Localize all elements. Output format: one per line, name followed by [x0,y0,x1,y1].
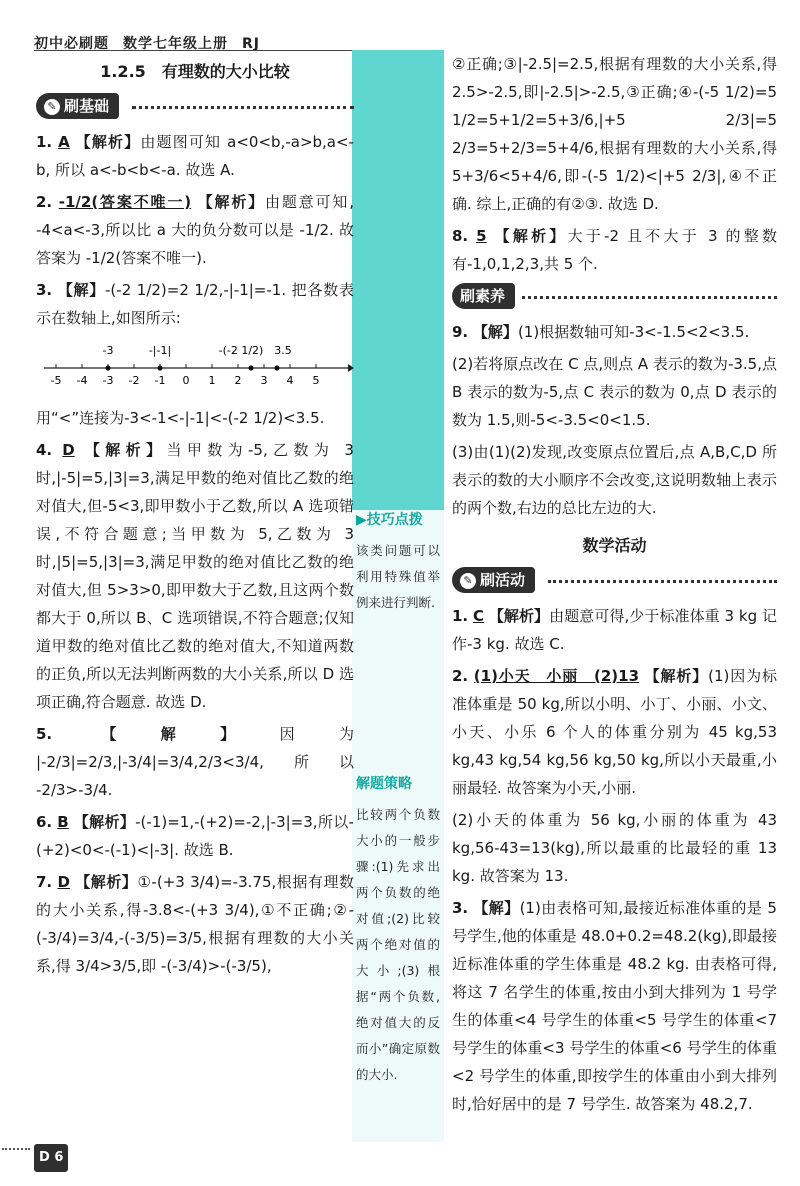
answer-text: 由题意可知, -4<a<-3,所以比 a 大的负分数可以是 -1/2. 故答案为 -1/2(答案不唯一). [36,193,354,267]
number-line-tick-label: 0 [182,374,190,387]
banner-label: 刷素养 [460,287,506,305]
page-header [34,30,260,58]
answer-q7 [36,868,354,980]
answer-choice: -1/2(答案不唯一) [58,193,192,211]
answer-choice: B [57,813,69,831]
banner-dots [522,296,777,299]
number-line-point-label: -|-1| [148,344,172,357]
analysis-tag: 【解析】 [488,607,550,625]
banner-dots [548,580,777,583]
answer-q6 [36,808,354,864]
question-number: 5. [36,725,53,743]
number-line-tick-label: -5 [50,374,62,387]
number-line-point [105,365,110,370]
answer-text: -(-2 1/2)=2 1/2,-|-1|=-1. 把各数表示在数轴上,如图所示: [36,281,354,327]
left-column [36,56,354,984]
answer-q7-continued: ②正确;③|-2.5|=2.5,根据有理数的大小关系,得 2.5>-2.5,即|-2.5|>-2.5,③正确;④-(-5 1/2)=5 1/2=5+1/2=5+3/6,|+5 2/3|=5 2/3=5+2/3=5+4/6,根据有理数的大小关系,得 5+3/6<5+4/6,即-(-5 1/2)<|+5 2/3|,④不正确. 综上,正确的有②③. 故选 D. [452,55,777,213]
answer-q4 [36,436,354,716]
section-title: 1.2.5 有理数的大小比较 [100,62,290,81]
number-line-tick-label: 5 [312,374,320,387]
number-line-point-label: -3 [102,344,114,357]
question-number: 3. [36,281,53,299]
activity-a3 [452,894,777,1118]
answer-choice: 5 [476,227,487,245]
tips-column [356,506,440,1112]
answer-text: 大于-2 且不大于 3 的整数有-1,0,1,2,3,共 5 个. [452,227,777,273]
subject-title: 数学七年级上册 [123,36,228,52]
activity-a2-part2: (2)小天的体重为 56 kg,小丽的体重为 43 kg,56-43=13(kg),所以最重的比最轻的重 13 kg. 故答案为 13. [452,811,777,885]
number-line [36,336,354,398]
edition-label: RJ [242,36,260,52]
arrow-icon: ▶ [356,512,367,528]
side-band [352,50,444,510]
activity-a1 [452,602,777,658]
analysis-tag: 【解析】 [75,133,141,151]
banner-basic [36,92,354,122]
number-line-tick-label: -2 [128,374,140,387]
question-number: 2. [452,667,469,685]
tip-heading: ▶技巧点拨 [356,512,423,528]
answer-choice: D [62,441,75,459]
activity-a2 [452,662,777,802]
number-line-point [274,365,279,370]
answer-choice: C [472,607,484,625]
number-line-tick-label: 3 [260,374,268,387]
number-line-tick-label: -3 [102,374,114,387]
banner-dots [132,106,354,109]
tip-text: 比较两个负数大小的一般步骤:(1)先求出两个负数的绝对值;(2)比较两个绝对值的大小;(3)根据“两个负数,绝对值大的反而小”确定原数的大小. [356,807,440,1082]
number-line-point-label: 3.5 [274,344,292,357]
number-line-point [157,365,162,370]
question-number: 1. [452,607,469,625]
answer-q1 [36,128,354,184]
question-number: 6. [36,813,53,831]
answer-q9-part3: (3)由(1)(2)发现,改变原点位置后,点 A,B,C,D 所表示的数的大小顺序不会改变,这说明数轴上表示的两个数,右边的总比左边的大. [452,443,777,517]
banner-pill [452,283,515,309]
number-line-arrow [348,364,354,372]
number-line-tick-label: 1 [208,374,216,387]
analysis-tag: 【解析】 [73,813,136,831]
tip-box-skill [356,506,440,616]
tip-box-strategy [356,770,440,1088]
solution-tag: 【解】 [473,899,520,917]
header-rule [34,50,364,51]
question-number: 2. [36,193,53,211]
pen-icon: ✎ [44,99,60,115]
answer-q8 [452,222,777,278]
answer-choice: D [57,873,70,891]
activity-title: 数学活动 [582,536,647,555]
banner-activity [452,566,777,596]
solution-tag: 【解】 [472,323,518,341]
solution-tag: 【解】 [101,725,280,743]
analysis-tag: 【解析】 [644,667,709,685]
answer-q9 [452,318,777,346]
right-column [452,50,777,1122]
book-title: 初中必刷题 [34,36,109,52]
question-number: 3. [452,899,469,917]
answer-text: 当甲数为-5,乙数为 3 时,|-5|=5,|3|=3,满足甲数的绝对值比乙数的绝对值大,但-5<3,即甲数小于乙数,所以 A 选项错误,不符合题意;当甲数为 5,乙数为 3 时,|5|=5,|3|=3,满足甲数的绝对值比乙数的绝对值大,但 5>3>0,即甲数大于乙数,且这两个数都大于 0,所以 B、C 选项错误,不符合题意;仅知道甲数的绝对值比乙数的绝对值大,不知道两数的正负,所以无法判断两数的大小关系,所以 D 选项正确,符合题意. 故选 D. [36,441,354,711]
number-line-tick-label: -1 [154,374,166,387]
page-number: D 6 [34,1144,68,1172]
banner-literacy [452,282,777,312]
number-line-tick-label: -4 [76,374,88,387]
answer-part: (1)根据数轴可知-3<-1.5<2<3.5. [517,323,750,341]
answer-text: (1)由表格可知,最接近标准体重的是 5 号学生,他的体重是 48.0+0.2=48.2(kg),即最接近标准体重的学生体重是 48.2 kg. 由表格可得,将这 7 名学生的体重,按由小到大排列为 1 号学生的体重<4 号学生的体重<5 号学生的体重<7 号学生的体重<3 号学生的体重<6 号学生的体重<2 号学生的体重,即按学生的体重由小到大排列时,恰好居中的是 7 号学生. 故答案为 48.2,7. [452,899,778,1113]
answer-text: (1)因为标准体重是 50 kg,所以小明、小丁、小丽、小文、小天、小乐 6 个人的体重分别为 45 kg,53 kg,43 kg,54 kg,56 kg,50 kg,所以小天最重,小丽最轻. 故答案为小天,小丽. [452,667,777,797]
question-number: 1. [36,133,53,151]
answer-q2 [36,188,354,272]
answer-q3-conclusion: 用“<”连接为-3<-1<-|-1|<-(-2 1/2)<3.5. [36,409,325,427]
answer-text: 由题意可得,少于标准体重 3 kg 记作-3 kg. 故选 C. [452,607,777,653]
analysis-tag: 【解析】 [75,873,138,891]
answer-choice: (1)小天 小丽 (2)13 [473,667,640,685]
number-line-svg [36,336,354,398]
banner-pill [36,93,119,119]
solution-tag: 【解】 [57,281,106,299]
number-line-tick-label: 2 [234,374,242,387]
analysis-tag: 【解析】 [84,441,167,459]
analysis-tag: 【解析】 [494,227,568,245]
tip-heading: 解题策略 [356,776,412,792]
question-number: 9. [452,323,469,341]
pen-icon: ✎ [460,573,476,589]
banner-pill [452,567,535,593]
answer-text: ①-(+3 3/4)=-3.75,根据有理数的大小关系,得-3.8<-(+3 3/4),①不正确;②-(-3/4)=3/4,-(-3/5)=3/5,根据有理数的大小关系,得 3/4>3/5,即 -(-3/4)>-(-3/5), [36,873,354,975]
analysis-tag: 【解析】 [197,193,266,211]
answer-q5 [36,720,354,804]
number-line-point [248,365,253,370]
footer-dots [2,1148,30,1150]
question-number: 8. [452,227,469,245]
answer-text: 因为 |-2/3|=2/3,|-3/4|=3/4,2/3<3/4,所以 -2/3>-3/4. [36,725,354,799]
answer-text: -(-1)=1,-(+2)=-2,|-3|=3,所以-(+2)<0<-(-1)<|-3|. 故选 B. [36,813,354,859]
question-number: 4. [36,441,53,459]
answer-text: 由题图可知 a<0<b,-a>b,a<-b, 所以 a<-b<b<-a. 故选 A. [36,133,354,179]
answer-q3 [36,276,354,332]
answer-choice: A [58,133,70,151]
tip-text: 该类问题可以利用特殊值举例来进行判断. [356,543,440,610]
number-line-tick-label: 4 [286,374,294,387]
tip-spacer [356,640,440,770]
answer-q9-part2: (2)若将原点改在 C 点,则点 A 表示的数为-3.5,点 B 表示的数为-5,点 C 表示的数为 0,点 D 表示的数为 1.5,则-5<-3.5<0<1.5. [452,355,777,429]
banner-label: 刷基础 [64,97,110,115]
question-number: 7. [36,873,53,891]
banner-label: 刷活动 [480,571,526,589]
number-line-point-label: -(-2 1/2) [218,344,264,357]
